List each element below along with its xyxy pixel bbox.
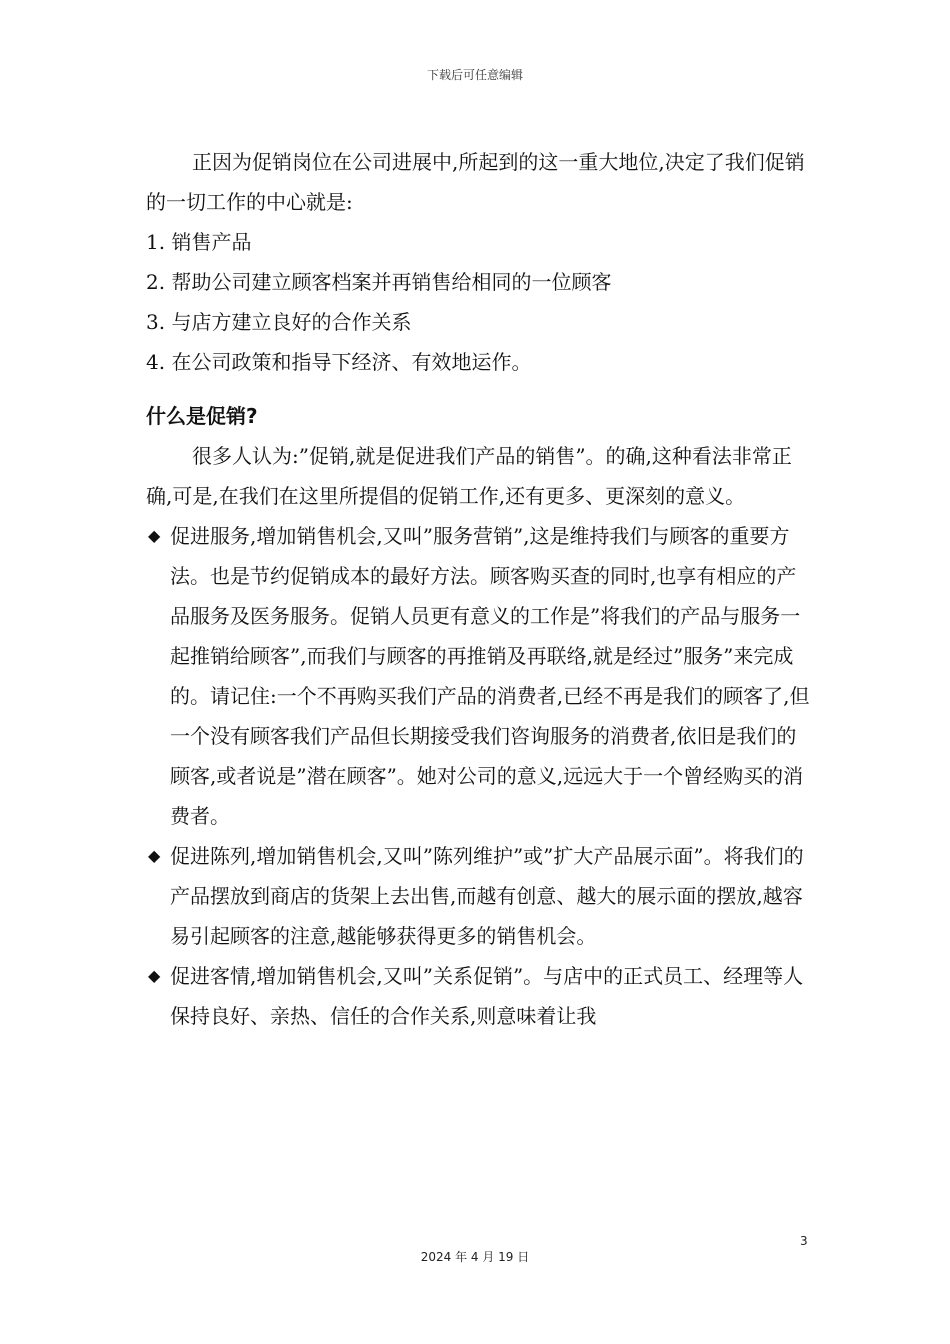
document-body xyxy=(146,142,811,1036)
page-number: 3 xyxy=(800,1234,808,1248)
section-heading: 什么是促销? xyxy=(146,404,258,428)
diamond-bullet-icon: ◆ xyxy=(148,526,161,545)
bullet-text: 促进客情,增加销售机会,又叫”关系促销”。与店中的正式员工、经理等人保持良好、亲热、信任的合作关系,则意味着让我 xyxy=(170,964,804,1028)
bullet-text: 促进服务,增加销售机会,又叫”服务营销”,这是维持我们与顾客的重要方法。也是节约促销成本的最好方法。顾客购买查的同时,也享有相应的产品服务及医务服务。促销人员更有意义的工作是”将我们的产品与服务一起推销给顾客”,而我们与顾客的再推销及再联络,就是经过”服务”来完成的。请记住:一个不再购买我们产品的消费者,已经不再是我们的顾客了,但一个没有顾客我们产品但长期接受我们咨询服务的消费者,依旧是我们的顾客,或者说是”潜在顾客”。她对公司的意义,远远大于一个曾经购买的消费者。 xyxy=(170,524,810,828)
footer-date: 2024 年 4 月 19 日 xyxy=(420,1250,530,1264)
bullet-text: 促进陈列,增加销售机会,又叫”陈列维护”或”扩大产品展示面”。将我们的产品摆放到商店的货架上去出售,而越有创意、越大的展示面的摆放,越容易引起顾客的注意,越能够获得更多的销售机会。 xyxy=(170,844,804,948)
intro-paragraph: 正因为促销岗位在公司进展中,所起到的这一重大地位,决定了我们促销的一切工作的中心就是: xyxy=(146,150,805,214)
bullet-item xyxy=(146,836,811,956)
list-item: 2. 帮助公司建立顾客档案并再销售给相同的一位顾客 xyxy=(146,270,612,294)
diamond-bullet-icon: ◆ xyxy=(148,846,161,865)
list-item: 4. 在公司政策和指导下经济、有效地运作。 xyxy=(146,350,532,374)
bullet-item xyxy=(146,956,811,1036)
section-paragraph: 很多人认为:”促销,就是促进我们产品的销售”。的确,这种看法非常正确,可是,在我们在这里所提倡的促销工作,还有更多、更深刻的意义。 xyxy=(146,444,792,508)
bullet-item xyxy=(146,516,811,836)
diamond-bullet-icon: ◆ xyxy=(148,966,161,985)
list-item: 3. 与店方建立良好的合作关系 xyxy=(146,310,412,334)
page-header: 下载后可任意编辑 xyxy=(426,68,523,82)
list-item: 1. 销售产品 xyxy=(146,230,252,254)
